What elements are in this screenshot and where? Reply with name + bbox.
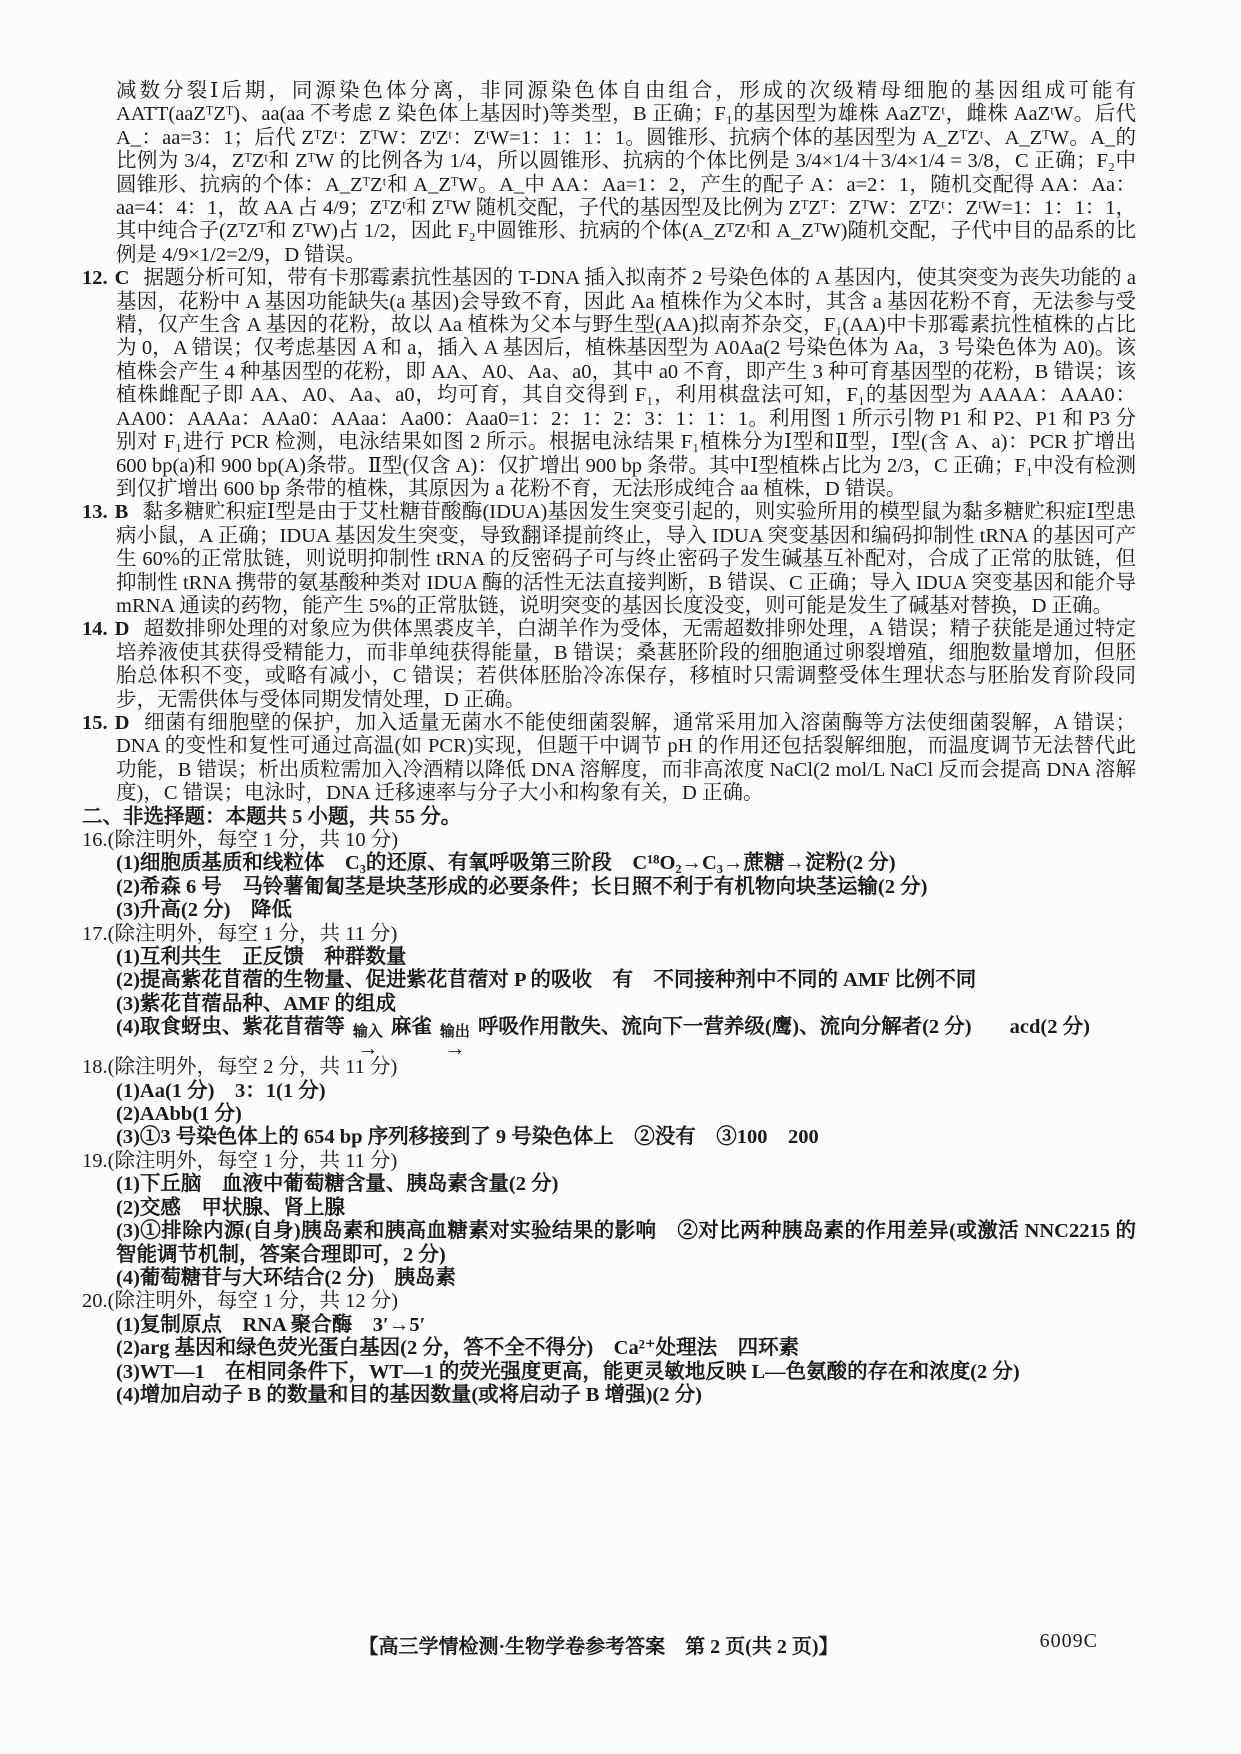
- page-footer: [0, 1630, 1241, 1658]
- question-17-item-4: [116, 1016, 1136, 1061]
- answer-14-letter: D: [114, 618, 130, 641]
- answer-13-explanation: 黏多糖贮积症Ⅰ型是由于艾杜糖苷酸酶(IDUA)基因发生突变引起的，则实验所用的模型鼠为黏多糖贮积症Ⅰ型患病小鼠，A 正确；IDUA 基因发生突变，导致翻译提前终止，导入 IDUA 突变基因和编码抑制性 tRNA 的基因可产生 60%的正常肽链，则说明抑制性 tRNA 的反密码子可与终止密码子发生碱基互补配对，合成了正常的肽链，但抑制性 tRNA 携带的氨基酸种类对 IDUA 酶的活性无法直接判断，B 错误、C 正确；导入 IDUA 突变基因和能介导 mRNA 通读的药物，能产生 5%的正常肽链，说明突变的基因长度没变，则可能是发生了碱基对替换，D 正确。: [116, 501, 1136, 617]
- question-18-item-1: (1)Aa(1 分) 3：1(1 分): [116, 1079, 326, 1102]
- question-17-item-2: (2)提高紫花苜蓿的生物量、促进紫花苜蓿对 P 的吸收 有 不同接种剂中不同的 AMF 比例不同: [116, 969, 977, 992]
- question-19-item-2: (2)交感 甲状腺、肾上腺: [116, 1196, 345, 1219]
- question-17-scoring-note: (除注明外，每空 1 分，共 11 分): [107, 922, 398, 945]
- question-19-item-1: (1)下丘脑 血液中葡萄糖含量、胰岛素含量(2 分): [116, 1173, 559, 1196]
- question-17-number: 17.: [82, 922, 108, 945]
- question-20-header: [82, 1290, 1136, 1313]
- question-20-item-2: (2)arg 基因和绿色荧光蛋白基因(2 分，答不全不得分) Ca²⁺处理法 四环素: [116, 1337, 800, 1360]
- question-18-item-3: (3)①3 号染色体上的 654 bp 序列移接到了 9 号染色体上 ②没有 ③100 200: [116, 1126, 819, 1149]
- answer-13-number: 13.: [82, 501, 108, 524]
- question-17-item-3: (3)紫花苜蓿品种、AMF 的组成: [116, 992, 396, 1015]
- question-20-item-4: (4)增加启动子 B 的数量和目的基因数量(或将启动子 B 增强)(2 分): [116, 1383, 702, 1406]
- question-19-item-4: (4)葡萄糖苷与大环结合(2 分) 胰岛素: [116, 1266, 456, 1289]
- answer-14-explanation: 超数排卵处理的对象应为供体黑裘皮羊，白湖羊作为受体，无需超数排卵处理，A 错误；精子获能是通过特定培养液使其获得受精能力，而非单纯获得能量，B 错误；桑葚胚阶段的细胞通过卵裂增殖，细胞数量增加，但胚胎总体积不变，或略有减小，C 错误；若供体胚胎冷冻保存，移植时只需调整受体生理状态与胚胎发育阶段同步，无需供体与受体同期发情处理，D 正确。: [116, 618, 1136, 711]
- answer-13: [82, 501, 1136, 618]
- question-17-header: [82, 923, 1136, 946]
- question-17: [82, 922, 1136, 1061]
- flow-tail-answer: acd(2 分): [1009, 1016, 1090, 1039]
- input-arrow: [352, 1024, 383, 1061]
- question-16-scoring-note: (除注明外，每空 1 分，共 10 分): [107, 829, 399, 851]
- answer-12-letter: C: [114, 267, 130, 290]
- flow-node-text: 麻雀: [390, 1016, 432, 1039]
- question-16-item-1: (1)细胞质基质和线粒体 C₃的还原、有氧呼吸第三阶段 C¹⁸O₂→C₃→蔗糖→淀粉(2 分): [116, 852, 896, 875]
- question-20: [82, 1290, 1136, 1407]
- question-16-header: [82, 829, 1136, 852]
- answer-15: [82, 712, 1136, 806]
- question-18-scoring-note: (除注明外，每空 2 分，共 11 分): [107, 1056, 398, 1079]
- answer-12: [82, 267, 1136, 501]
- answer-15-number: 15.: [82, 711, 108, 734]
- question-16-item-2: (2)希森 6 号 马铃薯匍匐茎是块茎形成的必要条件；长日照不利于有机物向块茎运输(2 分): [116, 875, 928, 898]
- question-20-scoring-note: (除注明外，每空 1 分，共 12 分): [107, 1290, 399, 1313]
- footer-title: 【高三学情检测·生物学卷参考答案 第 2 页(共 2 页)】: [358, 1636, 839, 1658]
- page-code: 6009C: [1039, 1630, 1098, 1652]
- question-16-item-3: (3)升高(2 分) 降低: [116, 899, 292, 922]
- input-arrow-label: 输入: [352, 1024, 383, 1041]
- question-18-header: [82, 1056, 1136, 1079]
- question-18-item-2: (2)AAbb(1 分): [116, 1103, 242, 1126]
- answer-14-number: 14.: [82, 618, 108, 641]
- question-18: [82, 1056, 1136, 1150]
- output-arrow: [439, 1024, 470, 1061]
- question-19-header: [82, 1150, 1136, 1173]
- flow-sink-text: 呼吸作用散失、流向下一营养级(鹰)、流向分解者(2 分): [477, 1016, 972, 1039]
- answer-13-letter: B: [114, 501, 129, 524]
- question-18-number: 18.: [82, 1056, 108, 1079]
- right-arrow-icon: →: [444, 1036, 466, 1061]
- question-20-item-3: (3)WT—1 在相同条件下，WT—1 的荧光强度更高，能更灵敏地反映 L—色氨酸的存在和浓度(2 分): [116, 1360, 1020, 1383]
- question-17-item-1: (1)互利共生 正反馈 种群数量: [116, 946, 407, 969]
- flow-source-text: (4)取食蚜虫、紫花苜蓿等: [116, 1016, 345, 1039]
- question-20-item-1: (1)复制原点 RNA 聚合酶 3′→5′: [116, 1313, 426, 1336]
- question-19: [82, 1150, 1136, 1290]
- right-arrow-icon: →: [357, 1036, 379, 1061]
- question-16: [82, 829, 1136, 923]
- answer-14: [82, 618, 1136, 712]
- answer-key-content: [82, 80, 1136, 1407]
- answer-11-continuation: 减数分裂Ⅰ后期，同源染色体分离，非同源染色体自由组合，形成的次级精母细胞的基因组成可能有 AATT(aaZᵀZᵀ)、aa(aa 不考虑 Z 染色体上基因时)等类型，B 正确；F₁的基因型为雄株 AaZᵀZᵗ，雌株 AaZᵗW。后代 A_：aa=3：1；后代 ZᵀZᵗ：ZᵀW：ZᵗZᵗ：ZᵗW=1：1：1：1。圆锥形、抗病个体的基因型为 A_ZᵀZᵗ、A_ZᵀW。A_的比例为 3/4，ZᵀZᵗ和 ZᵀW 的比例各为 1/4，所以圆锥形、抗病的个体比例是 3/4×1/4＋3/4×1/4 = 3/8，C 正确；F₂中圆锥形、抗病的个体：A_ZᵀZᵗ和 A_ZᵀW。A_中 AA：Aa=1：2，产生的配子 A：a=2：1，随机交配得 AA：Aa：aa=4：4：1，故 AA 占 4/9；ZᵀZᵗ和 ZᵀW 随机交配，子代的基因型及比例为 ZᵀZᵀ：ZᵀW：ZᵀZᵗ：ZᵗW=1：1：1：1，其中纯合子(ZᵀZᵀ和 ZᵀW)占 1/2，因此 F₂中圆锥形、抗病的个体(A_ZᵀZᵗ和 A_ZᵀW)随机交配，子代中目的品系的比例是 4/9×1/2=2/9，D 错误。: [116, 80, 1136, 266]
- question-19-scoring-note: (除注明外，每空 1 分，共 11 分): [107, 1149, 398, 1172]
- output-arrow-label: 输出: [439, 1024, 470, 1041]
- section-2-title: 二、非选择题：本题共 5 小题，共 55 分。: [82, 805, 462, 828]
- question-20-number: 20.: [82, 1290, 108, 1313]
- answer-12-number: 12.: [82, 267, 108, 290]
- question-19-item-3: (3)①排除内源(自身)胰岛素和胰高血糖素对实验结果的影响 ②对比两种胰岛素的作用差异(或激活 NNC2215 的智能调节机制，答案合理即可，2 分): [116, 1220, 1136, 1266]
- question-19-number: 19.: [82, 1149, 108, 1172]
- answer-15-explanation: 细菌有细胞壁的保护，加入适量无菌水不能使细菌裂解，通常采用加入溶菌酶等方法使细菌裂解，A 错误；DNA 的变性和复性可通过高温(如 PCR)实现，但题干中调节 pH 的作用还包括裂解细胞，而温度调节无法替代此功能，B 错误；析出质粒需加入冷酒精以降低 DNA 溶解度，而非高浓度 NaCl(2 mol/L NaCl 反而会提高 DNA 溶解度)，C 错误；电泳时，DNA 迁移速率与分子大小和构象有关，D 正确。: [116, 711, 1136, 805]
- answer-15-letter: D: [114, 711, 130, 734]
- answer-12-explanation: 据题分析可知，带有卡那霉素抗性基因的 T-DNA 插入拟南芥 2 号染色体的 A 基因内，使其突变为丧失功能的 a 基因，花粉中 A 基因功能缺失(a 基因)会导致不育，因此 Aa 植株作为父本时，其含 a 基因花粉不育，无法参与受精，仅产生含 A 基因的花粉，故以 Aa 植株为父本与野生型(AA)拟南芥杂交，F₁(AA)中卡那霉素抗性植株的占比为 0，A 错误；仅考虑基因 A 和 a，插入 A 基因后，植株基因型为 A0Aa(2 号染色体为 Aa，3 号染色体为 A0)。该植株会产生 4 种基因型的花粉，即 AA、A0、Aa、a0，其中 a0 不育，即产生 3 种可育基因型的花粉，B 错误；该植株雌配子即 AA、A0、Aa、a0，均可育，其自交得到 F₁，利用棋盘法可知，F₁的基因型为 AAAA：AAA0：AA00：AAAa：AAa0：AAaa：Aa00：Aaa0=1：2：1：2：3：1：1：1。利用图 1 所示引物 P1 和 P2、P1 和 P3 分别对 F₁进行 PCR 检测，电泳结果如图 2 所示。根据电泳结果 F₁植株分为Ⅰ型和Ⅱ型，Ⅰ型(含 A、a)：PCR 扩增出 600 bp(a)和 900 bp(A)条带。Ⅱ型(仅含 A)：仅扩增出 900 bp 条带。其中Ⅰ型植株占比为 2/3，C 正确；F₁中没有检测到仅扩增出 600 bp 条带的植株，其原因为 a 花粉不育，无法形成纯合 aa 植株，D 错误。: [116, 267, 1136, 500]
- question-16-number: 16.: [82, 829, 108, 851]
